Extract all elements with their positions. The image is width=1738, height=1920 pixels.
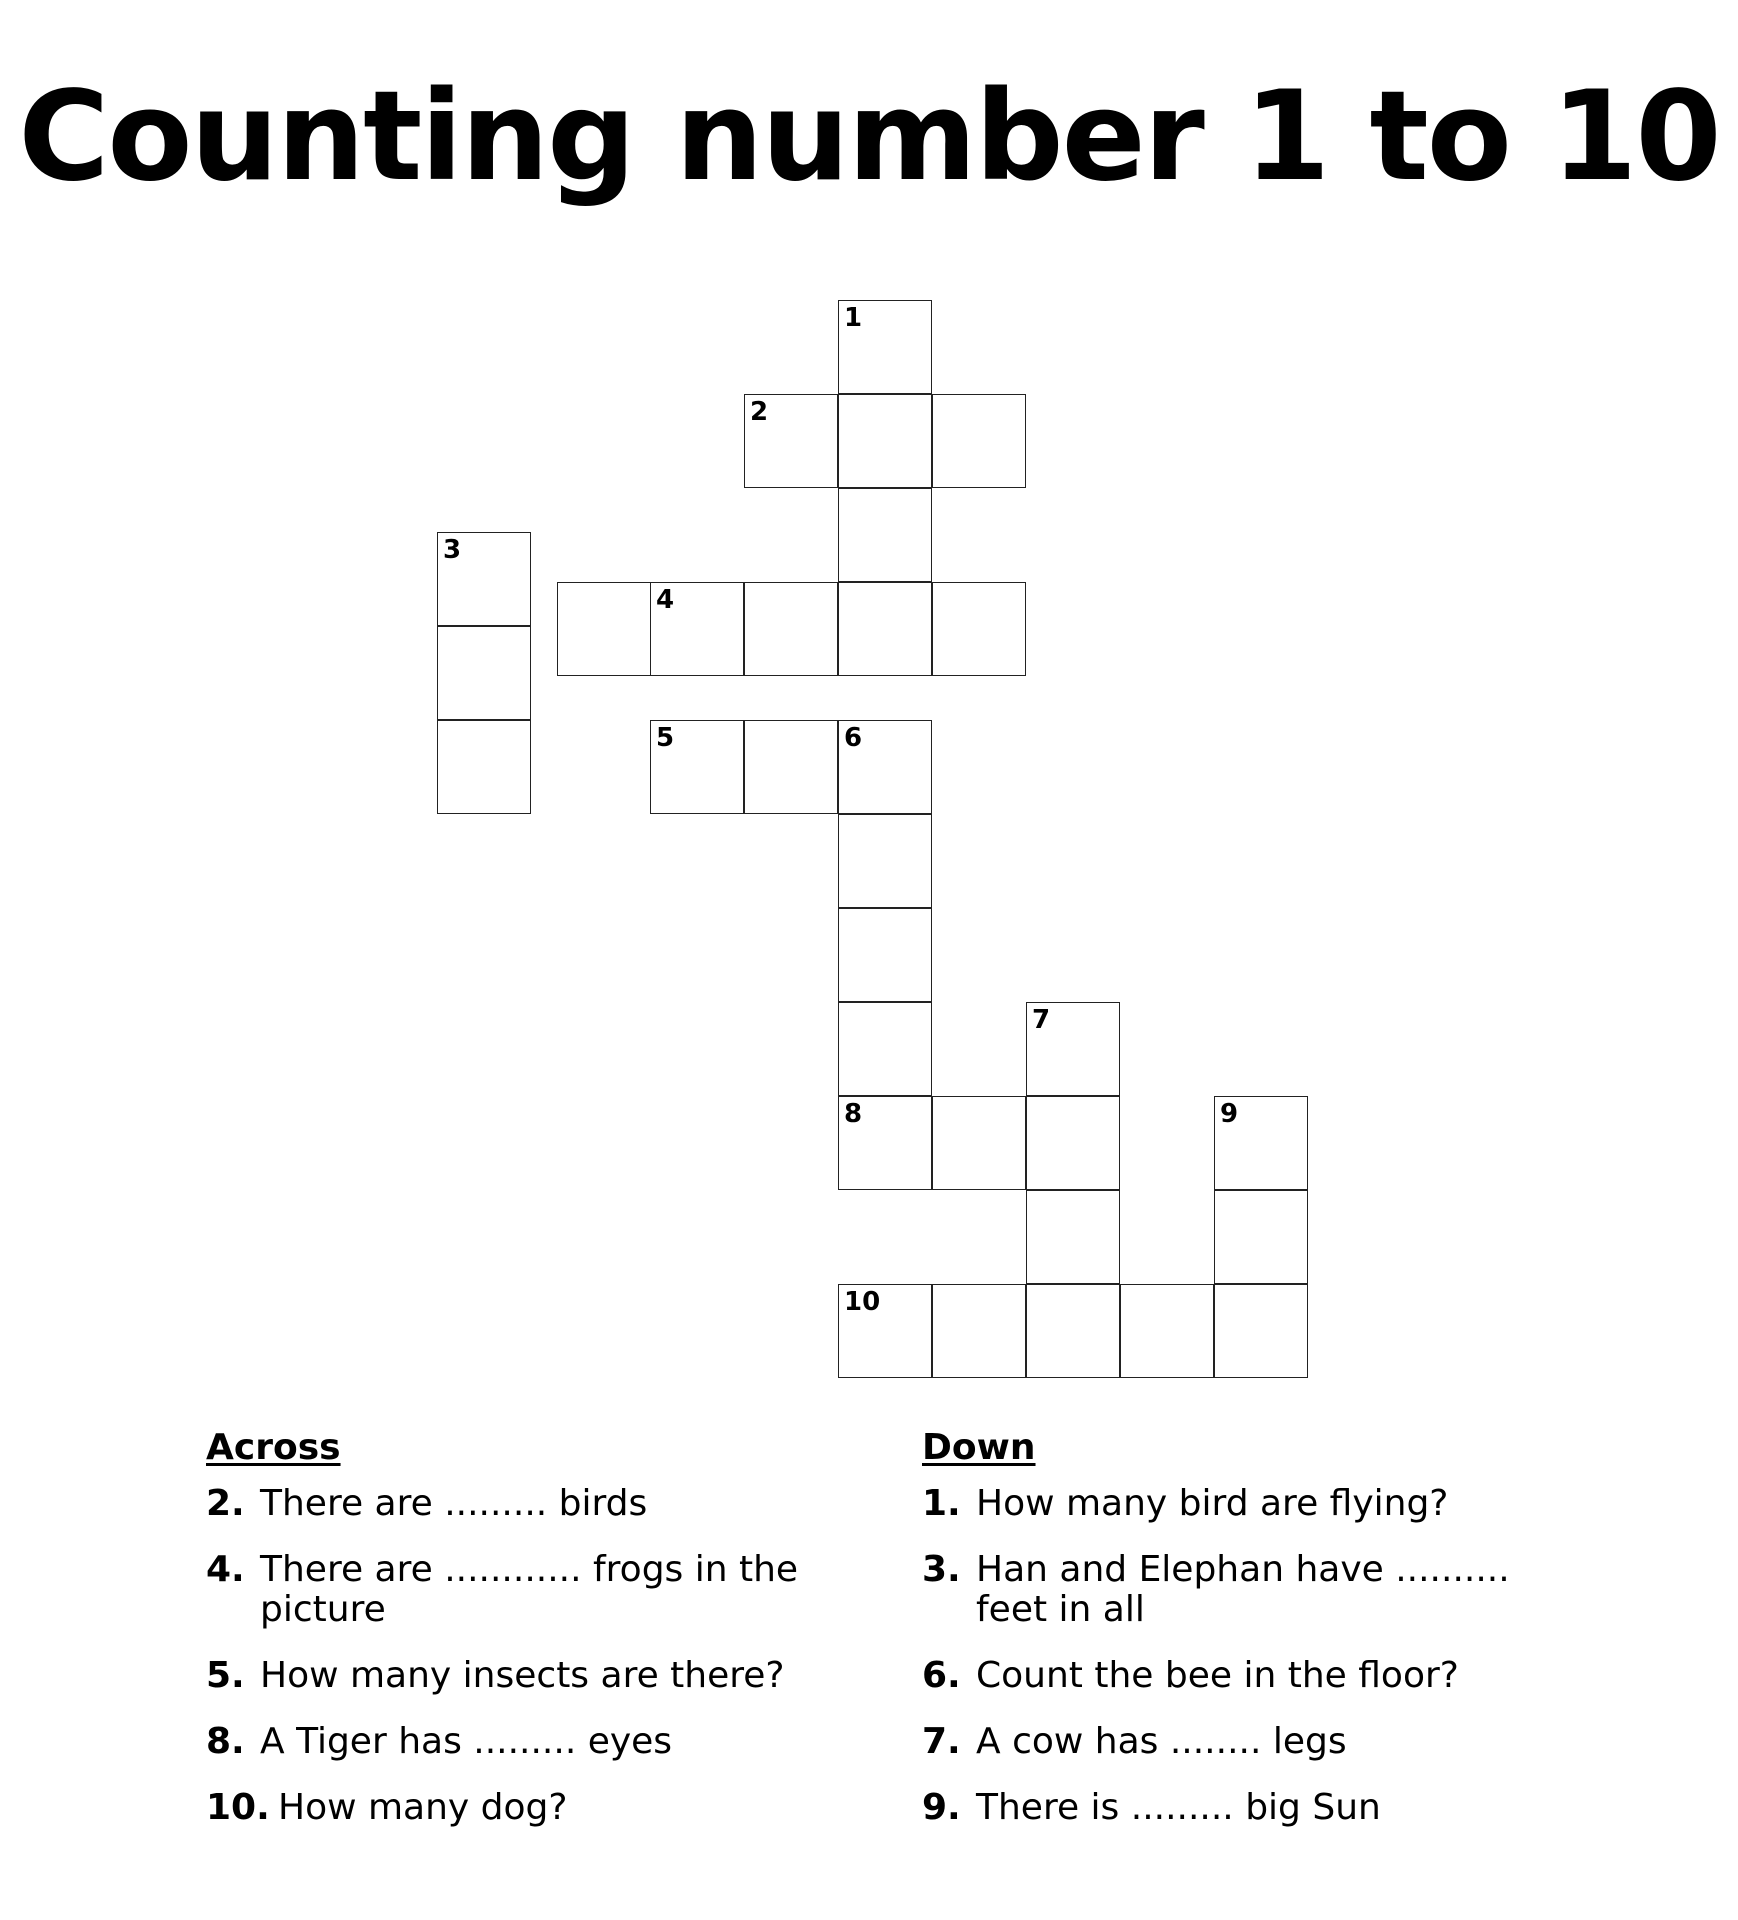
clue-text: Han and Elephan have .......... feet in all	[976, 1549, 1510, 1630]
cell-number: 2	[750, 397, 769, 427]
crossword-cell[interactable]	[838, 1002, 932, 1096]
clue-text: How many bird are flying?	[976, 1483, 1449, 1524]
across-clue	[206, 1722, 866, 1762]
cell-number: 7	[1032, 1005, 1051, 1035]
crossword-cell[interactable]	[838, 720, 932, 814]
clue-number: 3.	[922, 1549, 961, 1590]
clue-number: 9.	[922, 1787, 961, 1828]
crossword-cell[interactable]	[744, 394, 838, 488]
cell-number: 5	[656, 723, 675, 753]
crossword-cell[interactable]	[650, 582, 744, 676]
across-clue	[206, 1656, 866, 1696]
down-clue	[922, 1550, 1572, 1630]
crossword-cell[interactable]	[932, 1096, 1026, 1190]
crossword-cell[interactable]	[744, 720, 838, 814]
cell-number: 8	[844, 1099, 863, 1129]
crossword-cell[interactable]	[1026, 1096, 1120, 1190]
crossword-cell[interactable]	[838, 1284, 932, 1378]
clue-text: There are ......... birds	[260, 1483, 648, 1524]
across-clue	[206, 1484, 866, 1524]
crossword-cell[interactable]	[744, 582, 838, 676]
crossword-cell[interactable]	[838, 488, 932, 582]
clue-text: There is ......... big Sun	[976, 1787, 1381, 1828]
cell-number: 1	[844, 303, 863, 333]
clue-text: A Tiger has ......... eyes	[260, 1721, 673, 1762]
cell-number: 10	[844, 1287, 881, 1317]
clue-text: How many insects are there?	[260, 1655, 785, 1696]
crossword-cell[interactable]	[932, 582, 1026, 676]
page-title: Counting number 1 to 10	[18, 65, 1720, 209]
crossword-cell[interactable]	[1026, 1284, 1120, 1378]
clue-number: 2.	[206, 1483, 245, 1524]
crossword-cell[interactable]	[437, 626, 531, 720]
crossword-cell[interactable]	[1214, 1096, 1308, 1190]
clue-text: There are ............ frogs in the picture	[260, 1549, 799, 1630]
crossword-cell[interactable]	[437, 720, 531, 814]
cell-number: 6	[844, 723, 863, 753]
cell-number: 9	[1220, 1099, 1239, 1129]
clue-text: Count the bee in the floor?	[976, 1655, 1459, 1696]
across-heading: Across	[206, 1427, 341, 1468]
clue-text: How many dog?	[278, 1787, 568, 1828]
cell-number: 3	[443, 535, 462, 565]
crossword-cell[interactable]	[1026, 1190, 1120, 1284]
clue-number: 10.	[206, 1787, 270, 1828]
crossword-cell[interactable]	[650, 720, 744, 814]
crossword-cell[interactable]	[1214, 1284, 1308, 1378]
clue-text: A cow has ........ legs	[976, 1721, 1347, 1762]
crossword-cell[interactable]	[838, 394, 932, 488]
crossword-cell[interactable]	[838, 814, 932, 908]
clue-number: 4.	[206, 1549, 245, 1590]
cell-number: 4	[656, 585, 675, 615]
crossword-cell[interactable]	[838, 1096, 932, 1190]
crossword-cell[interactable]	[437, 532, 531, 626]
crossword-cell[interactable]	[838, 300, 932, 394]
clue-number: 5.	[206, 1655, 245, 1696]
crossword-cell[interactable]	[932, 1284, 1026, 1378]
across-clue	[206, 1550, 866, 1630]
clue-number: 8.	[206, 1721, 245, 1762]
crossword-cell[interactable]	[1120, 1284, 1214, 1378]
across-clues	[206, 1428, 866, 1854]
clue-number: 7.	[922, 1721, 961, 1762]
down-clue	[922, 1484, 1572, 1524]
down-heading: Down	[922, 1427, 1036, 1468]
crossword-cell[interactable]	[932, 394, 1026, 488]
across-clue	[206, 1788, 866, 1828]
crossword-cell[interactable]	[1214, 1190, 1308, 1284]
down-clues	[922, 1428, 1572, 1854]
crossword-cell[interactable]	[838, 908, 932, 1002]
crossword-cell[interactable]	[557, 582, 651, 676]
clue-number: 1.	[922, 1483, 961, 1524]
down-clue	[922, 1656, 1572, 1696]
down-clue	[922, 1722, 1572, 1762]
down-clue	[922, 1788, 1572, 1828]
crossword-cell[interactable]	[1026, 1002, 1120, 1096]
clue-number: 6.	[922, 1655, 961, 1696]
crossword-cell[interactable]	[838, 582, 932, 676]
